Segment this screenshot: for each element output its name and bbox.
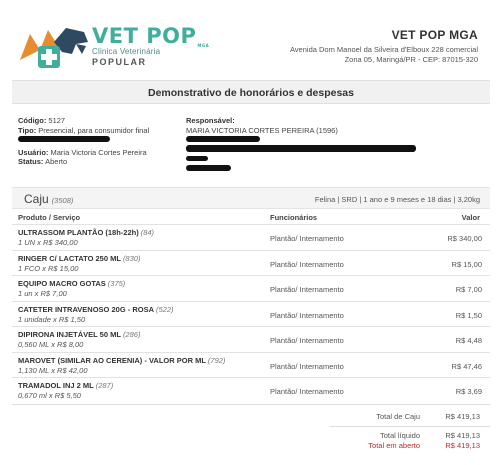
table-row bbox=[12, 326, 490, 352]
item-code: (792) bbox=[207, 355, 226, 365]
usuario-label: Usuário: bbox=[18, 147, 49, 157]
company-address-line1: Avenida Dom Manoel da Silveira d'Elboux 228 comercial bbox=[289, 45, 478, 54]
item-code: (287) bbox=[95, 381, 114, 390]
column-header-value: Valor bbox=[461, 213, 480, 222]
item-value: R$ 7,00 bbox=[455, 285, 482, 294]
status-value: Aberto bbox=[45, 157, 68, 166]
table-row bbox=[12, 377, 490, 403]
table-row bbox=[12, 301, 490, 327]
item-staff: Plantão/ Internamento bbox=[270, 310, 344, 320]
redaction-bar bbox=[186, 154, 416, 164]
brand-popular: POPULAR bbox=[92, 57, 147, 67]
item-value: R$ 3,69 bbox=[455, 387, 482, 396]
aberto-value: R$ 419,13 bbox=[445, 441, 480, 450]
liquido-value: R$ 419,13 bbox=[445, 431, 480, 440]
column-header-staff: Funcionários bbox=[270, 213, 318, 222]
redaction-bar bbox=[186, 135, 416, 145]
patient-details: Felina | SRD | 1 ano e 9 meses e 18 dias | 3,20kg bbox=[314, 195, 480, 204]
item-name: EQUIPO MACRO GOTAS bbox=[18, 279, 106, 288]
info-right bbox=[186, 116, 416, 173]
tipo-label: Tipo: bbox=[18, 125, 37, 135]
column-header-service: Produto / Serviço bbox=[18, 213, 81, 222]
patient-code: (3508) bbox=[51, 196, 74, 205]
company-address-line2: Zona 05, Maringá/PR - CEP: 87015-320 bbox=[344, 55, 478, 64]
usuario-value: Maria Victoria Cortes Pereira bbox=[50, 147, 147, 157]
item-code: (375) bbox=[107, 279, 126, 288]
item-quantity: 1 FCO x R$ 15,00 bbox=[18, 263, 79, 273]
header bbox=[0, 0, 500, 78]
brand-name-text: VET POP bbox=[92, 24, 197, 48]
item-quantity: 1 UN x R$ 340,00 bbox=[18, 238, 78, 247]
brand bbox=[92, 24, 209, 67]
codigo-value: 5127 bbox=[48, 116, 66, 125]
brand-mga: MGA bbox=[197, 43, 210, 48]
item-value: R$ 1,50 bbox=[455, 310, 482, 320]
company-name: VET POP MGA bbox=[391, 28, 478, 42]
status-row bbox=[18, 157, 149, 167]
item-code: (830) bbox=[122, 253, 141, 263]
item-code: (522) bbox=[156, 304, 174, 314]
codigo-row bbox=[18, 116, 149, 126]
title-bar bbox=[12, 80, 490, 104]
item-quantity: 1,130 ML x R$ 42,00 bbox=[18, 365, 88, 375]
item-name: DIPIRONA INJETÁVEL 50 ML bbox=[18, 330, 121, 339]
item-name: MAROVET (SIMILAR AO CERENIA) - VALOR POR ML bbox=[18, 355, 206, 365]
table-row bbox=[12, 250, 490, 276]
tipo-row bbox=[18, 126, 149, 136]
item-staff: Plantão/ Internamento bbox=[270, 285, 344, 294]
item-quantity: 0,670 ml x R$ 5,50 bbox=[18, 391, 81, 400]
item-staff: Plantão/ Internamento bbox=[270, 387, 344, 396]
table-row bbox=[12, 224, 490, 250]
usuario-row bbox=[18, 148, 149, 158]
patient-name bbox=[24, 192, 73, 206]
aberto-label: Total em aberto bbox=[368, 441, 420, 450]
item-value: R$ 340,00 bbox=[447, 234, 482, 243]
responsavel-value: MARIA VICTORIA CORTES PEREIRA (1596) bbox=[186, 125, 338, 135]
patient-name-text: Caju bbox=[24, 192, 49, 206]
item-staff: Plantão/ Internamento bbox=[270, 259, 344, 269]
status-label: Status: bbox=[18, 157, 44, 166]
tipo-value: Presencial, para consumidor final bbox=[38, 125, 150, 135]
item-staff: Plantão/ Internamento bbox=[270, 336, 344, 345]
brand-name bbox=[92, 24, 209, 48]
table-row bbox=[12, 275, 490, 301]
liquido-label: Total líquido bbox=[379, 431, 420, 440]
redaction-bar bbox=[186, 164, 416, 174]
divider bbox=[12, 404, 490, 405]
pet-total-value: R$ 419,13 bbox=[445, 412, 480, 421]
item-name: RINGER C/ LACTATO 250 ML bbox=[18, 253, 121, 263]
vet-pop-logo-icon bbox=[14, 20, 94, 75]
item-value: R$ 4,48 bbox=[455, 336, 482, 345]
item-quantity: 1 unidade x R$ 1,50 bbox=[18, 314, 86, 324]
item-value: R$ 47,46 bbox=[451, 361, 482, 371]
item-name: CATETER INTRAVENOSO 20G - ROSA bbox=[18, 304, 154, 314]
item-staff: Plantão/ Internamento bbox=[270, 361, 344, 371]
redaction-bar bbox=[18, 135, 149, 145]
item-name: ULTRASSOM PLANTÃO (18h-22h) bbox=[18, 228, 139, 237]
brand-subtitle: Clinica Veterinária bbox=[92, 47, 161, 56]
item-staff: Plantão/ Internamento bbox=[270, 234, 344, 243]
company-info bbox=[290, 28, 478, 65]
item-quantity: 1 un x R$ 7,00 bbox=[18, 289, 67, 298]
item-value: R$ 15,00 bbox=[451, 259, 482, 269]
page-title: Demonstrativo de honorários e despesas bbox=[148, 87, 354, 99]
item-name: TRAMADOL INJ 2 ML bbox=[18, 381, 94, 390]
item-quantity: 0,560 ML x R$ 8,00 bbox=[18, 340, 84, 349]
info-left bbox=[18, 116, 149, 167]
codigo-label: Código: bbox=[18, 116, 47, 125]
item-code: (84) bbox=[140, 228, 155, 237]
responsavel-label: Responsável: bbox=[186, 116, 235, 125]
divider bbox=[330, 426, 490, 427]
patient-bar bbox=[12, 187, 490, 209]
pet-total-label: Total de Caju bbox=[376, 412, 420, 421]
item-code: (286) bbox=[122, 330, 141, 339]
table-row bbox=[12, 352, 490, 378]
redaction-bar bbox=[186, 145, 416, 155]
items-table bbox=[12, 224, 490, 403]
